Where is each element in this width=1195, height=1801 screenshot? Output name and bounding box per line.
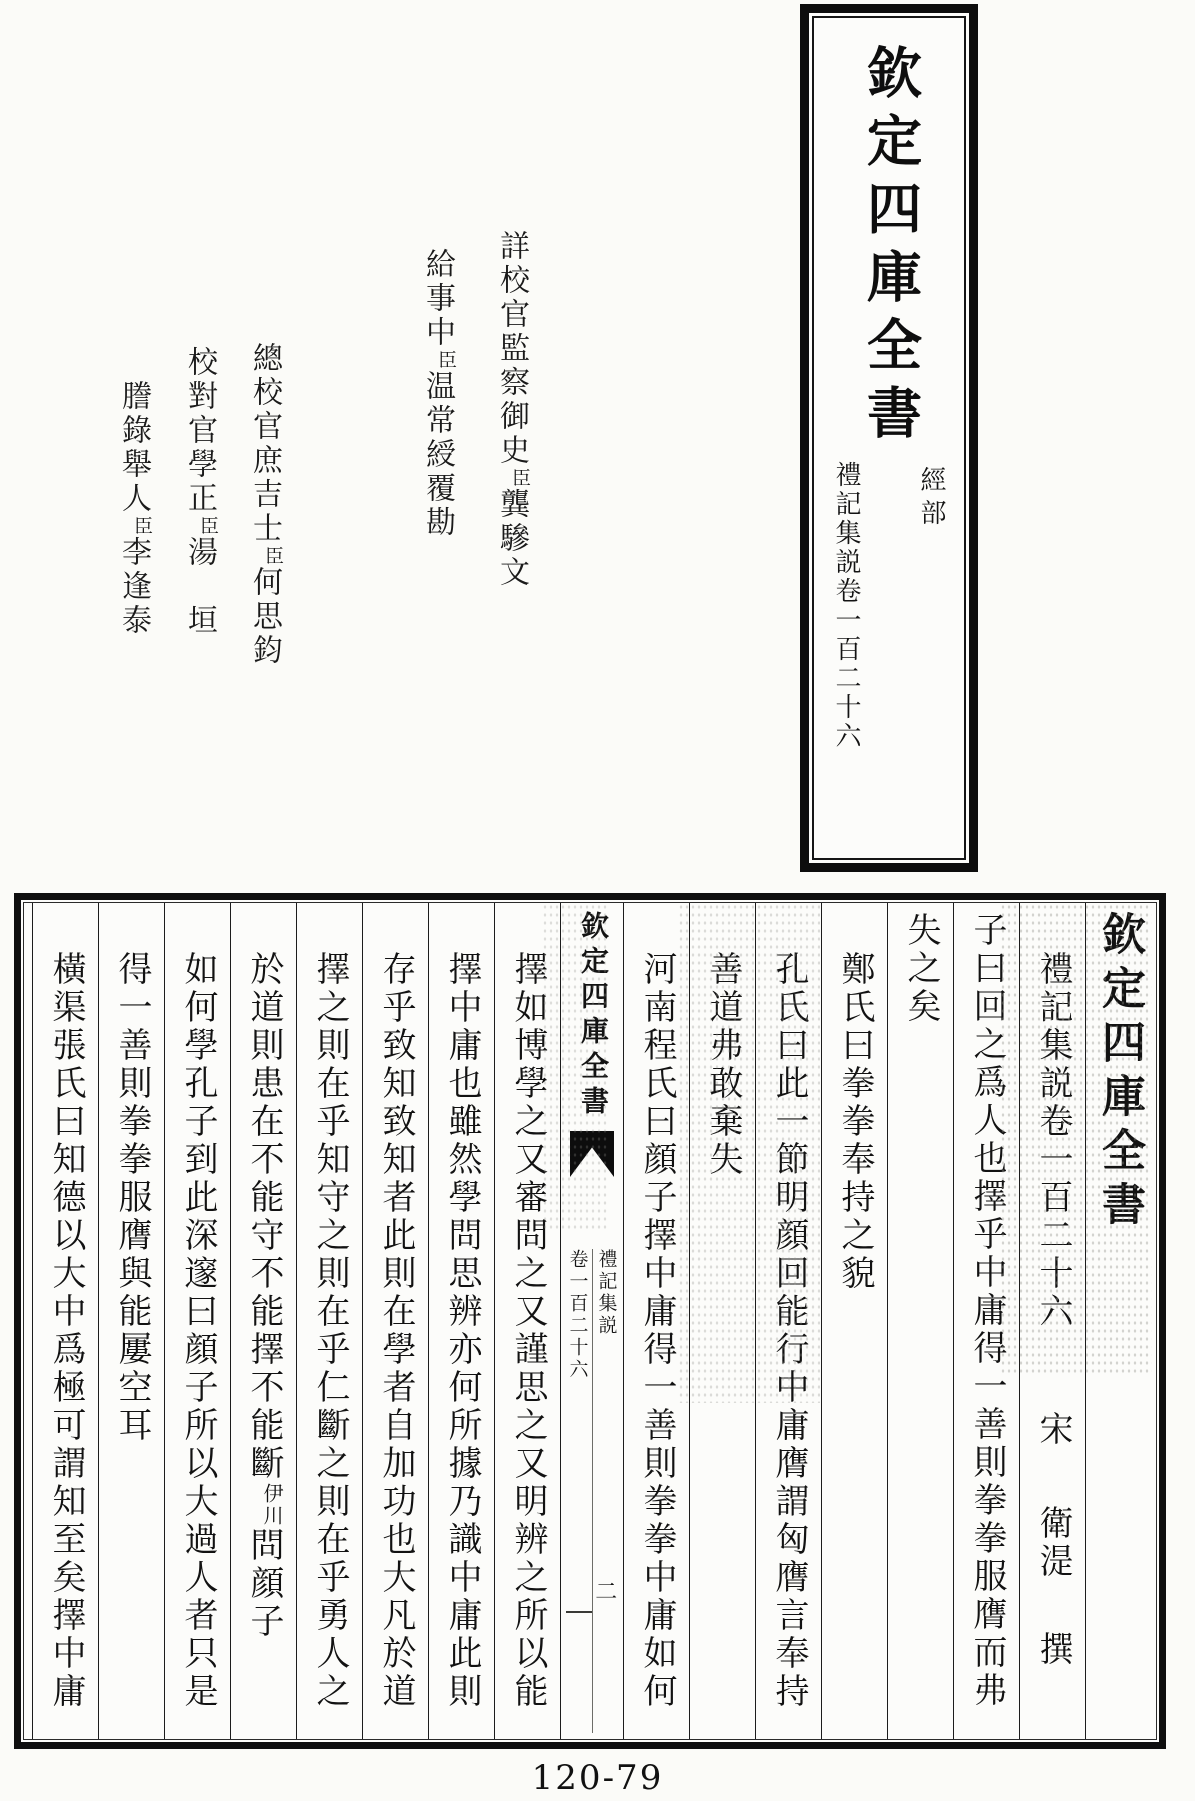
text-column-series-title: 欽定四庫全書: [1085, 903, 1151, 1739]
official-column-collator: [176, 346, 222, 638]
center-fold: [560, 903, 623, 1739]
official-title: 總校官庶吉士: [247, 342, 282, 546]
text-column: 子曰回之爲人也擇乎中庸得一善則拳拳服膺而弗: [953, 903, 1019, 1739]
official-title: 校對官學正: [182, 346, 217, 516]
commentary-text: 問顔子: [244, 1527, 284, 1641]
fishtail-icon: [570, 1131, 614, 1177]
text-column-commentary: 擇中庸也雖然學問思辨亦何所據乃識中庸此則: [428, 903, 494, 1739]
commentary-text: 於道則患在不能守不能擇不能斷: [244, 951, 284, 1483]
printed-text-block: [14, 893, 1166, 1749]
official-column-proofreader: [488, 230, 534, 590]
volume-label: 禮記集説卷一百二十六: [831, 461, 861, 751]
official-name: 温常綬覆勘: [420, 370, 455, 540]
text-column-commentary: 得一善則拳拳服膺與能屢空耳: [98, 903, 164, 1739]
fold-series-title: 欽定四庫全書: [577, 911, 610, 1121]
plate-number: 120-79: [531, 1758, 664, 1798]
leaf-number: 二: [595, 1580, 618, 1605]
minister-char: 臣: [131, 516, 153, 536]
inline-annotation: 伊川: [260, 1483, 284, 1527]
official-name: 何思鈞: [247, 566, 282, 668]
minister-char: 臣: [197, 516, 219, 536]
author-role: 撰: [1033, 1631, 1073, 1669]
text-column-commentary: 擇之則在乎知守之則在乎仁斷之則在乎勇人之: [296, 903, 362, 1739]
fold-dash-mark: [566, 1611, 592, 1613]
official-column-reviewer: [414, 248, 460, 540]
official-name: 李逢泰: [116, 536, 151, 638]
text-column-commentary: 鄭氏曰拳拳奉持之貌: [821, 903, 887, 1739]
official-title: 詳校官監察御史: [494, 230, 529, 468]
text-column-commentary: [230, 903, 296, 1739]
minister-char: 臣: [262, 546, 284, 566]
text-column-commentary: 橫渠張氏曰知德以大中爲極可謂知至矣擇中庸: [32, 903, 98, 1739]
official-name: 龔驂文: [494, 488, 529, 590]
text-column-commentary: 如何學孔子到此深邃曰顔子所以大過人者只是: [164, 903, 230, 1739]
text-column: 失之矣: [887, 903, 953, 1739]
official-name: 湯 垣: [182, 536, 217, 638]
fold-volume-label: 卷一百二十六: [566, 1249, 589, 1381]
text-column-commentary: 孔氏曰此一節明顔回能行中庸膺謂匈膺言奉持: [755, 903, 821, 1739]
section-label: 經部: [916, 466, 946, 532]
text-block-inner: [23, 902, 1157, 1740]
official-column-copyist: [110, 380, 156, 638]
text-column-chapter-title: [1019, 903, 1085, 1739]
chapter-title-text: 禮記集説卷一百二十六: [1033, 951, 1073, 1331]
minister-char: 臣: [435, 350, 457, 370]
official-column-chief-collator: [241, 342, 287, 668]
author-dynasty: 宋: [1033, 1411, 1073, 1449]
panel-title: 欽定四庫全書: [858, 44, 923, 452]
fold-labels: [561, 1249, 623, 1381]
official-title: 謄錄舉人: [116, 380, 151, 516]
author-name: 衛湜: [1033, 1505, 1073, 1581]
text-column-commentary: 存乎致知致知者此則在學者自加功也大凡於道: [362, 903, 428, 1739]
text-column-commentary: 善道弗敢棄失: [689, 903, 755, 1739]
text-column-commentary: 擇如博學之又審問之又謹思之又明辨之所以能: [494, 903, 560, 1739]
fold-book-title: 禮記集説: [595, 1249, 618, 1337]
official-title: 給事中: [420, 248, 455, 350]
text-column-commentary: 河南程氏曰顔子擇中庸得一善則拳拳中庸如何: [623, 903, 689, 1739]
minister-char: 臣: [509, 468, 531, 488]
title-panel-inner-border: [812, 16, 966, 860]
imperial-title-panel: [800, 4, 978, 872]
